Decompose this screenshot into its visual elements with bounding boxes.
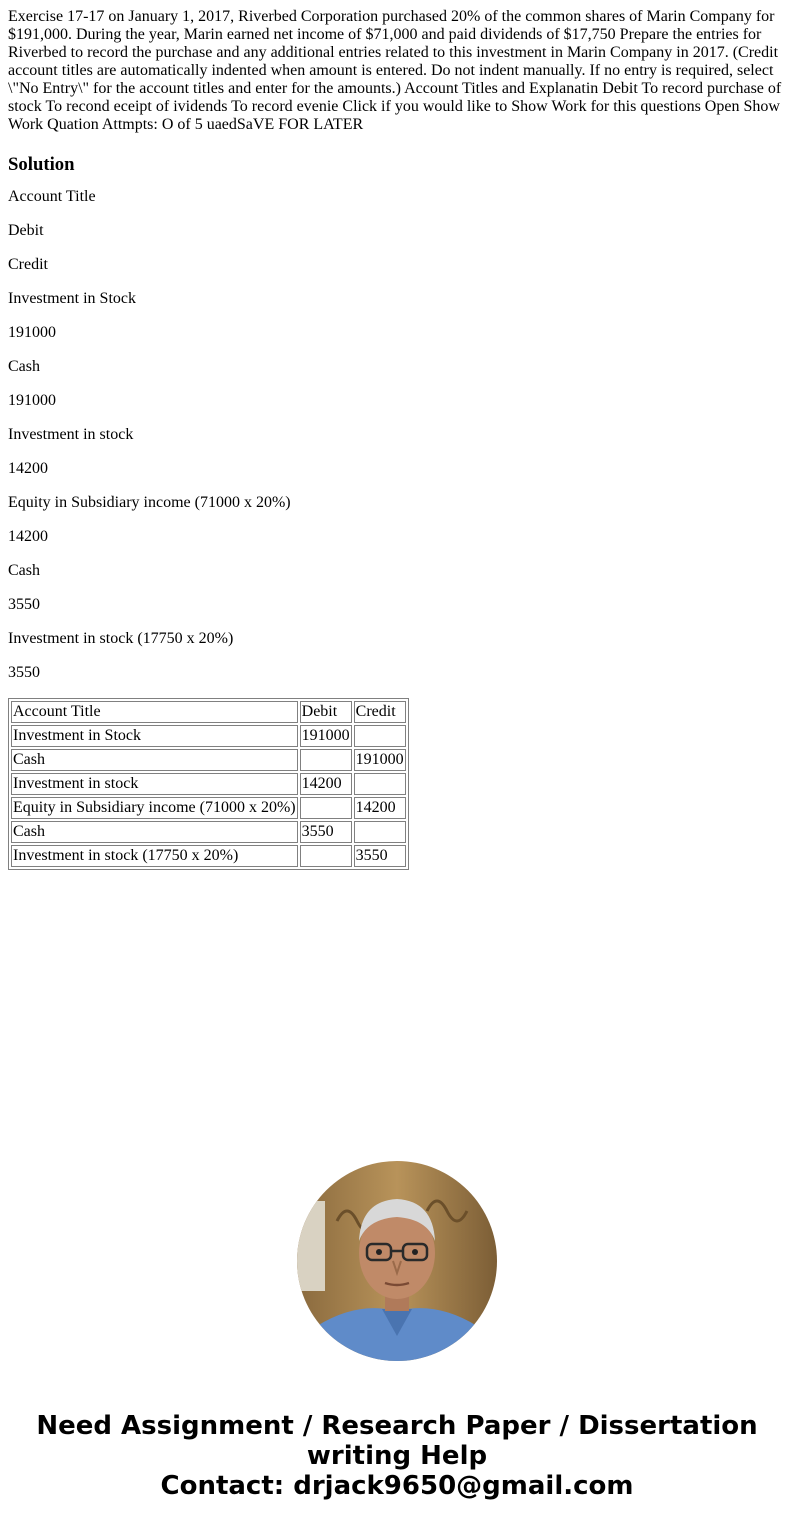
debit-cell: [300, 845, 352, 867]
debit-cell: [300, 749, 352, 771]
solution-line: Account Title: [8, 188, 96, 205]
solution-line: Cash: [8, 562, 40, 579]
footer-line-2: writing Help: [306, 1441, 488, 1471]
document-page: [0, 8, 794, 870]
credit-cell: [354, 725, 406, 747]
author-avatar: [297, 1161, 497, 1361]
solution-heading: Solution: [8, 154, 75, 175]
account-title-cell: Investment in stock: [11, 773, 298, 795]
solution-line: 3550: [8, 664, 40, 681]
credit-cell: [354, 773, 406, 795]
solution-line: 191000: [8, 324, 56, 341]
solution-line: Equity in Subsidiary income (71000 x 20%): [8, 494, 291, 511]
journal-entry-group: [11, 821, 406, 867]
table-row: [11, 797, 406, 819]
solution-line: Cash: [8, 358, 40, 375]
account-title-cell: Cash: [11, 749, 298, 771]
solution-line: 14200: [8, 460, 48, 477]
debit-cell: [300, 797, 352, 819]
table-header-row: [11, 701, 406, 723]
question-text: Exercise 17-17 on January 1, 2017, Riverbed Corporation purchased 20% of the common shares of Marin Company for $191,000. During the year, Marin earned net income of $71,000 and paid dividends of $17,750 Prepare the entries for Riverbed to record the purchase and any additional entries related to this investment in Marin Company in 2017. (Credit account titles are automatically indented when amount is entered. Do not indent manually. If no entry is required, select \"No Entry\" for the account titles and enter for the amounts.) Account Titles and Explanatin Debit To record purchase of stock To recond eceipt of ividends To record evenie Click if you would like to Show Work for this questions Open Show Work Quation Attmpts: O of 5 uaedSaVE FOR LATER: [8, 8, 782, 133]
table-row: [11, 749, 406, 771]
solution-line: 191000: [8, 392, 56, 409]
account-title-cell: Cash: [11, 821, 298, 843]
credit-cell: 3550: [354, 845, 406, 867]
journal-entry-group: [11, 725, 406, 771]
solution-line: Investment in stock: [8, 426, 134, 443]
credit-cell: 191000: [354, 749, 406, 771]
footer-contact: Contact: drjack9650@gmail.com: [160, 1471, 634, 1501]
header-cell: Credit: [354, 701, 406, 723]
table-row: [11, 773, 406, 795]
debit-cell: 191000: [300, 725, 352, 747]
journal-entry-table: [8, 698, 409, 870]
table-row: [11, 845, 406, 867]
journal-entry-group: [11, 773, 406, 819]
credit-cell: 14200: [354, 797, 406, 819]
solution-line: 14200: [8, 528, 48, 545]
account-title-cell: Investment in stock (17750 x 20%): [11, 845, 298, 867]
footer-line-1: Need Assignment / Research Paper / Dissertation: [36, 1411, 758, 1441]
solution-line: Investment in Stock: [8, 290, 136, 307]
header-cell: Debit: [300, 701, 352, 723]
debit-cell: 3550: [300, 821, 352, 843]
solution-line: 3550: [8, 596, 40, 613]
avatar-photo-icon: [297, 1161, 497, 1361]
table-row: [11, 725, 406, 747]
account-title-cell: Investment in Stock: [11, 725, 298, 747]
account-title-cell: Equity in Subsidiary income (71000 x 20%): [11, 797, 298, 819]
solution-line: Debit: [8, 222, 44, 239]
table-row: [11, 821, 406, 843]
debit-cell: 14200: [300, 773, 352, 795]
footer-banner: [0, 1411, 794, 1501]
header-cell: Account Title: [11, 701, 298, 723]
solution-line: Investment in stock (17750 x 20%): [8, 630, 234, 647]
solution-line: Credit: [8, 256, 48, 273]
credit-cell: [354, 821, 406, 843]
solution-lines: [8, 188, 786, 682]
